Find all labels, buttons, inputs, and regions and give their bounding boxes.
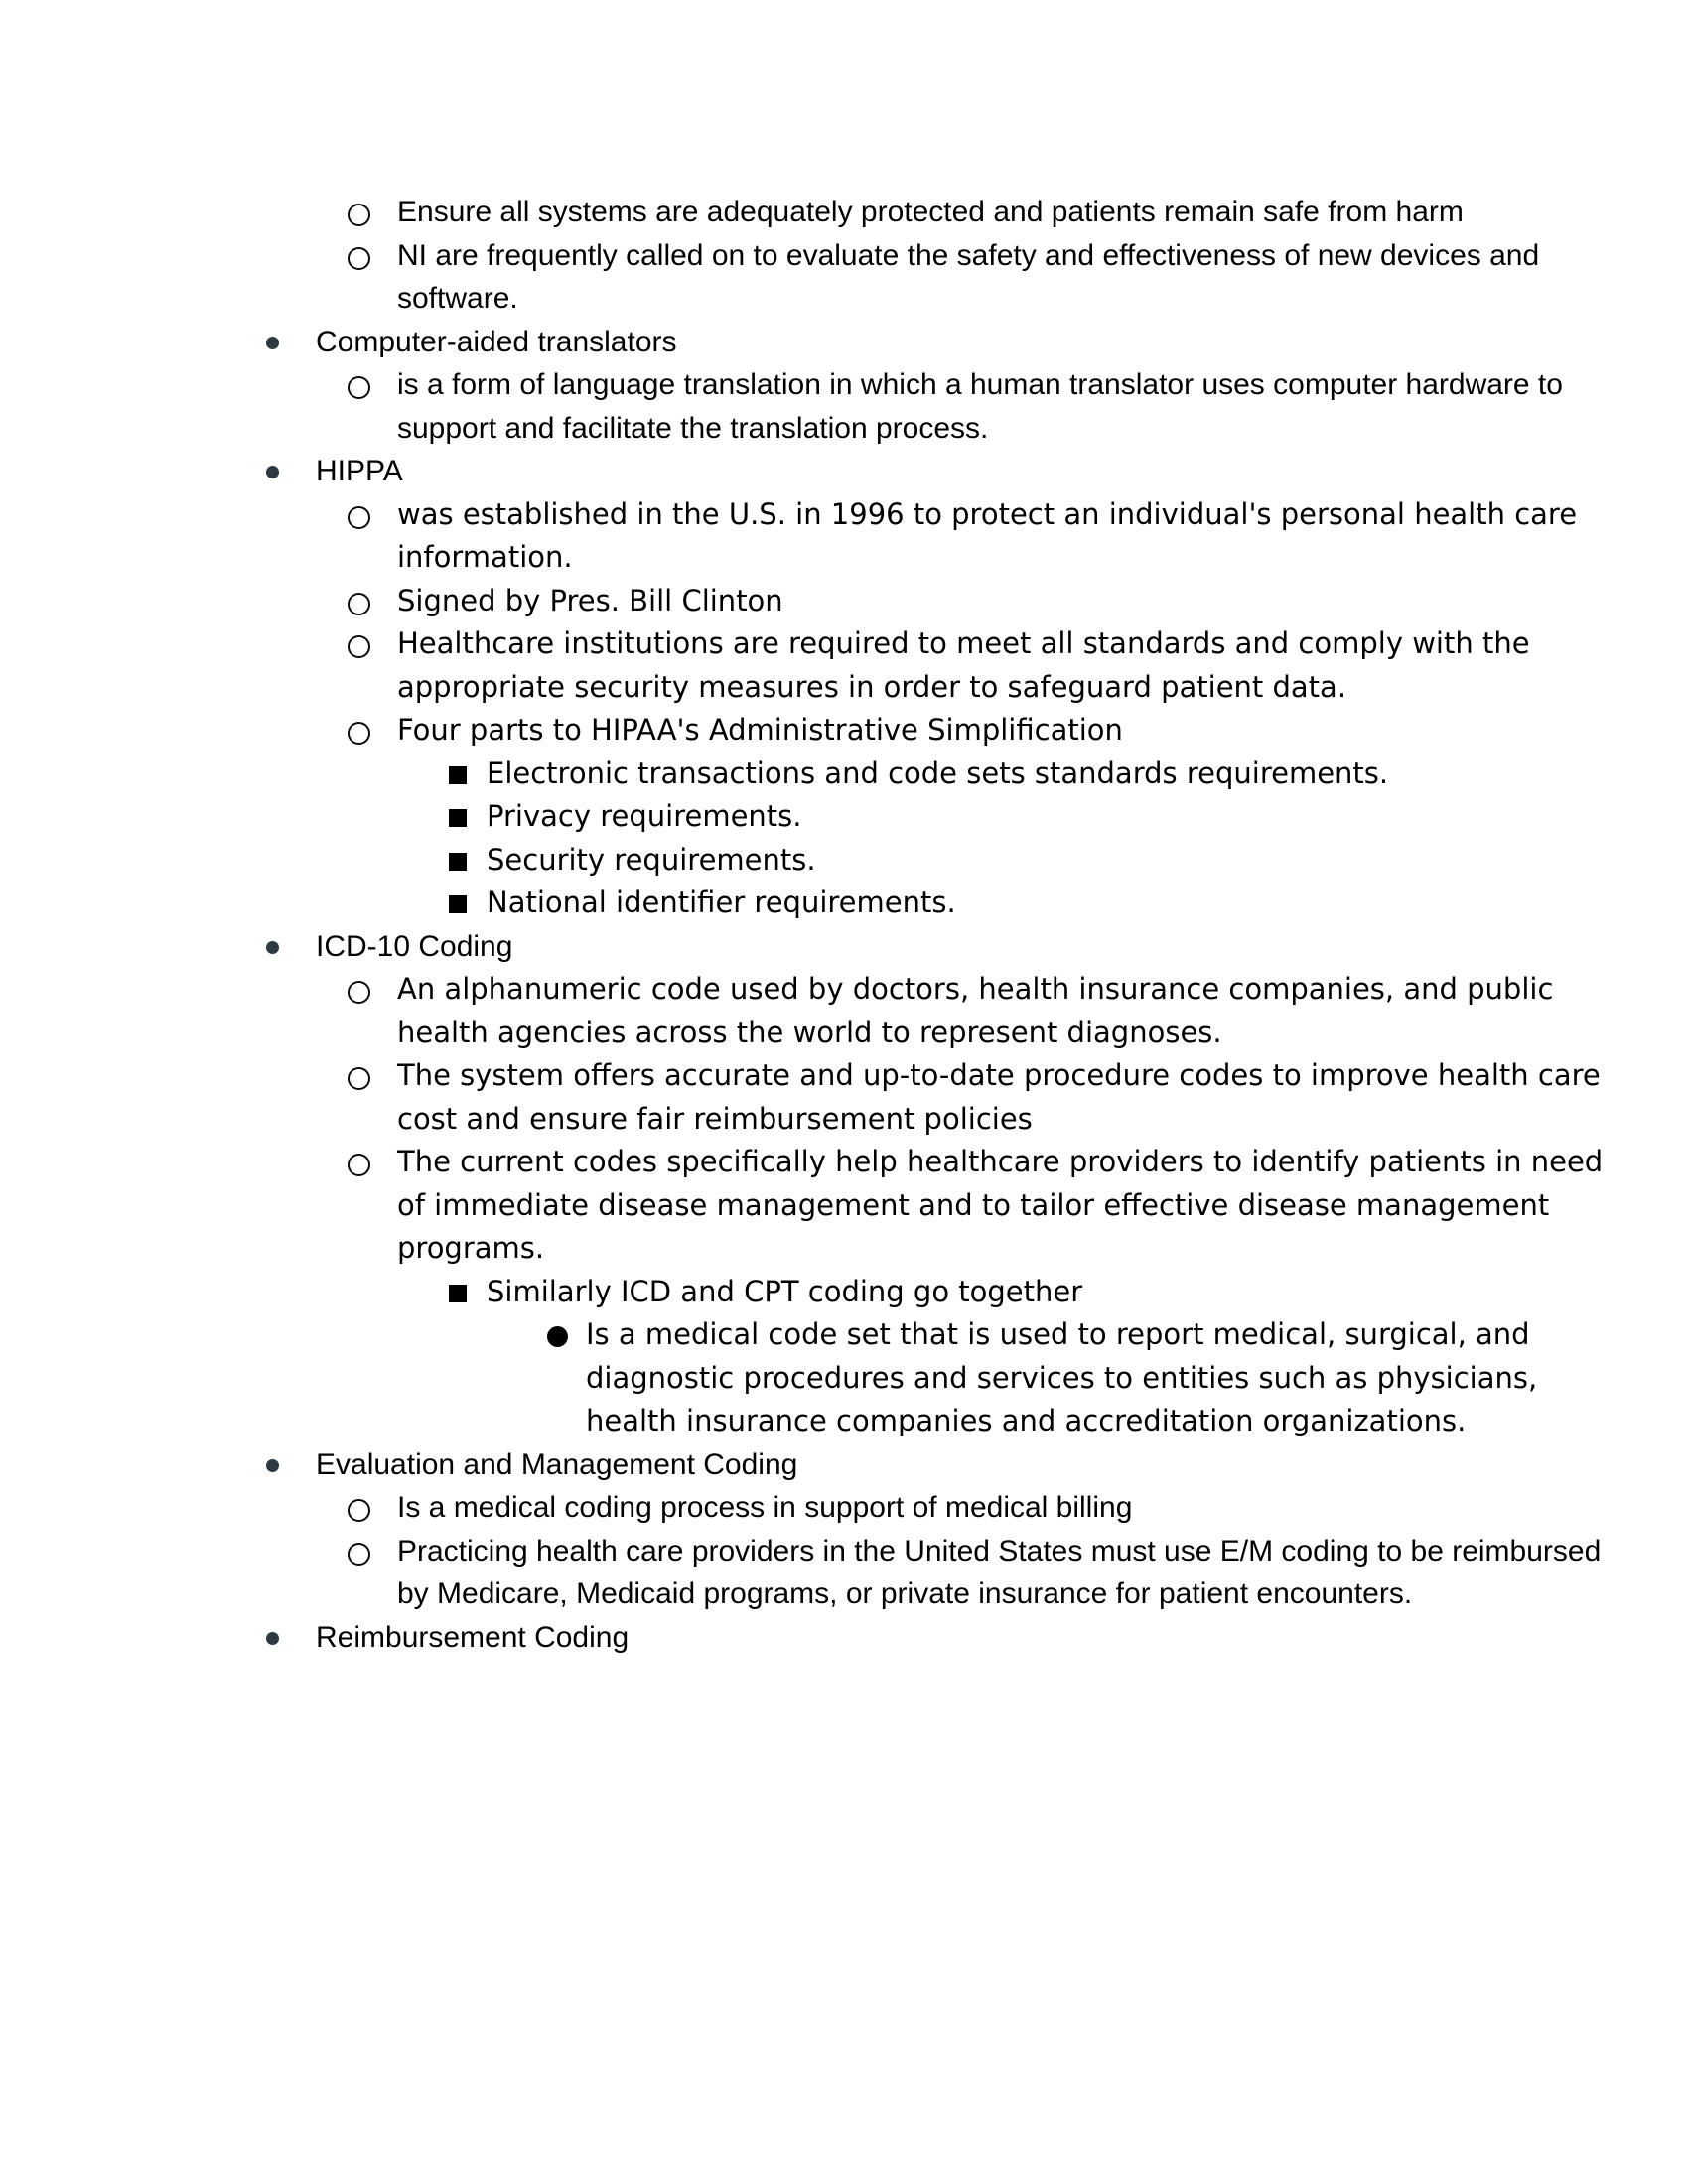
list-item (0, 839, 1688, 883)
filled-disc-bullet-icon (266, 466, 279, 478)
list-item-text: Is a medical code set that is used to report medical, surgical, and diagnostic procedures and services to entities such as physicians, health insurance companies and accreditation organizations. (586, 1317, 1547, 1437)
filled-square-bullet-icon (449, 809, 467, 827)
hollow-circle-bullet-icon (348, 247, 370, 270)
list-item (0, 1313, 1688, 1443)
list-item-text: Similarly ICD and CPT coding go together (487, 1274, 1083, 1308)
filled-disc-bullet-icon (266, 1632, 279, 1645)
hollow-circle-bullet-icon (348, 1154, 370, 1176)
list-item (0, 363, 1688, 450)
list-item (0, 1141, 1688, 1271)
list-item-text: is a form of language translation in which a human translator uses computer hardware to support and facilitate the translation process. (397, 368, 1572, 445)
filled-square-bullet-icon (449, 766, 467, 784)
list-item (0, 493, 1688, 580)
filled-square-bullet-icon (449, 895, 467, 913)
list-item-text: Security requirements. (487, 842, 816, 877)
list-item (0, 622, 1688, 709)
filled-disc-bullet-icon (266, 941, 279, 954)
list-item (0, 580, 1688, 623)
list-item-text: Privacy requirements. (487, 799, 802, 833)
list-item (0, 1054, 1688, 1141)
list-item-text: Ensure all systems are adequately protected and patients remain safe from harm (397, 196, 1464, 228)
list-item-text: Practicing health care providers in the United States must use E/M coding to be reimbursed by Medicare, Medicaid programs, or private insurance for patient encounters. (397, 1534, 1610, 1610)
filled-disc-bullet-icon (547, 1326, 568, 1347)
hollow-circle-bullet-icon (348, 376, 370, 399)
list-item-text: Evaluation and Management Coding (316, 1447, 798, 1481)
list-item (0, 321, 1688, 364)
hollow-circle-bullet-icon (348, 722, 370, 745)
list-item-text: The system offers accurate and up-to-date procedure codes to improve health care cost and ensure fair reimbursement policies (397, 1058, 1610, 1136)
hollow-circle-bullet-icon (348, 1067, 370, 1090)
list-item-text: The current codes specifically help healthcare providers to identify patients in need of immediate disease management and to tailor effective disease management programs. (397, 1145, 1613, 1265)
hollow-circle-bullet-icon (348, 981, 370, 1004)
hollow-circle-bullet-icon (348, 1499, 370, 1522)
list-item-text: Reimbursement Coding (316, 1620, 630, 1654)
list-item-text: Four parts to HIPAA's Administrative Simplification (397, 713, 1123, 747)
list-item-text: Electronic transactions and code sets standards requirements. (487, 755, 1389, 790)
list-item-text: Computer-aided translators (316, 325, 677, 358)
list-item-text: NI are frequently called on to evaluate the safety and effectiveness of new devices and software. (397, 238, 1548, 315)
list-item-text: National identifier requirements. (487, 886, 956, 919)
list-item (0, 234, 1688, 321)
filled-disc-bullet-icon (266, 337, 279, 349)
list-item (0, 882, 1688, 925)
list-item (0, 1616, 1688, 1660)
list-item-text: Is a medical coding process in support of medical billing (397, 1491, 1133, 1524)
list-item (0, 968, 1688, 1054)
hollow-circle-bullet-icon (348, 506, 370, 529)
list-item (0, 925, 1688, 969)
list-item (0, 1443, 1688, 1487)
list-item-text: Healthcare institutions are required to meet all standards and comply with the appropriate security measures in order to safeguard patient data. (397, 626, 1539, 704)
hollow-circle-bullet-icon (348, 204, 370, 226)
hollow-circle-bullet-icon (348, 635, 370, 658)
filled-disc-bullet-icon (266, 1459, 279, 1472)
list-item-text: An alphanumeric code used by doctors, health insurance companies, and public health agencies across the world to represent diagnoses. (397, 972, 1563, 1049)
list-item (0, 1486, 1688, 1530)
hollow-circle-bullet-icon (348, 1543, 370, 1566)
list-item (0, 1271, 1688, 1314)
list-item (0, 450, 1688, 493)
list-item (0, 795, 1688, 839)
filled-square-bullet-icon (449, 1285, 467, 1302)
list-item-text: HIPPA (316, 455, 403, 487)
list-item-text: was established in the U.S. in 1996 to protect an individual's personal health care information. (397, 496, 1587, 574)
list-item-text: ICD-10 Coding (316, 929, 513, 963)
list-item (0, 191, 1688, 234)
list-item (0, 752, 1688, 796)
hollow-circle-bullet-icon (348, 593, 370, 615)
filled-square-bullet-icon (449, 853, 467, 871)
list-item (0, 709, 1688, 752)
list-item-text: Signed by Pres. Bill Clinton (397, 583, 783, 617)
list-item (0, 1530, 1688, 1616)
